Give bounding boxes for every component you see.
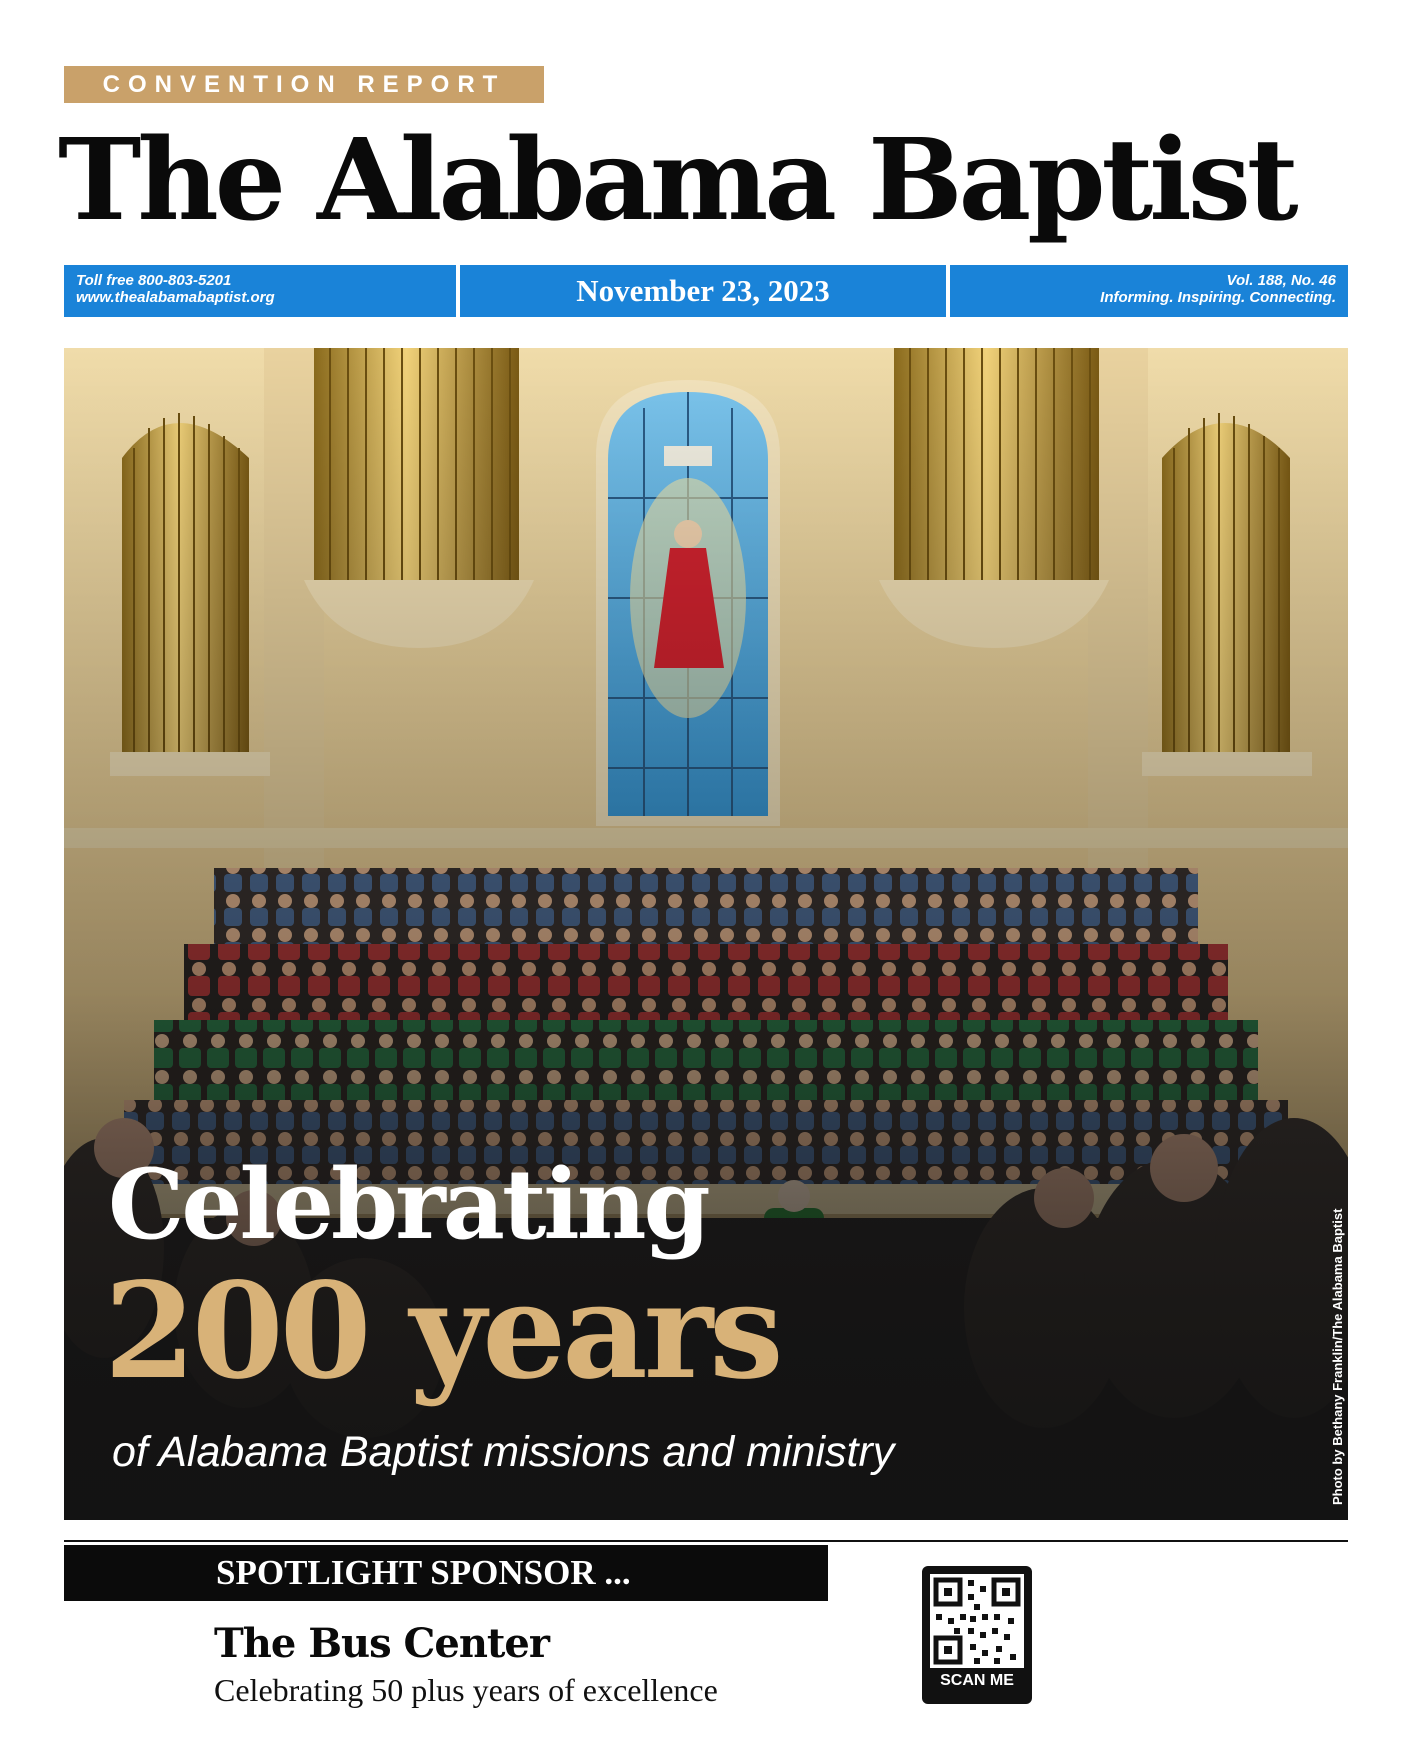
spotlight-sponsor-label: SPOTLIGHT SPONSOR ... — [216, 1553, 631, 1592]
masthead-tagline: Informing. Inspiring. Connecting. — [1100, 289, 1336, 306]
section-kicker: CONVENTION REPORT — [64, 66, 544, 103]
volume-number: Vol. 188, No. 46 — [1226, 272, 1336, 289]
cover-headline-line2: 200 years — [104, 1254, 780, 1409]
photo-credit: Photo by Bethany Franklin/The Alabama Baptist — [1330, 1208, 1345, 1505]
qr-scan-label: SCAN ME — [940, 1672, 1014, 1689]
qr-code-icon — [930, 1574, 1024, 1668]
cover-subheadline: of Alabama Baptist missions and ministry — [112, 1428, 895, 1476]
website-link[interactable]: www.thealabamabaptist.org — [76, 289, 275, 306]
volume-info-bar — [950, 265, 1348, 317]
issue-date: November 23, 2023 — [576, 273, 830, 308]
masthead-title: The Alabama Baptist — [58, 115, 1295, 246]
qr-code[interactable] — [922, 1566, 1032, 1704]
section-divider — [64, 1540, 1348, 1542]
issue-date-bar — [460, 265, 946, 317]
contact-info-bar — [64, 265, 456, 317]
sponsor-name: The Bus Center — [214, 1620, 549, 1667]
sponsor-tagline: Celebrating 50 plus years of excellence — [214, 1672, 718, 1708]
spotlight-sponsor-banner — [64, 1545, 828, 1601]
phone-number: Toll free 800-803-5201 — [76, 272, 232, 289]
cover-headline-line1: Celebrating — [108, 1148, 708, 1261]
